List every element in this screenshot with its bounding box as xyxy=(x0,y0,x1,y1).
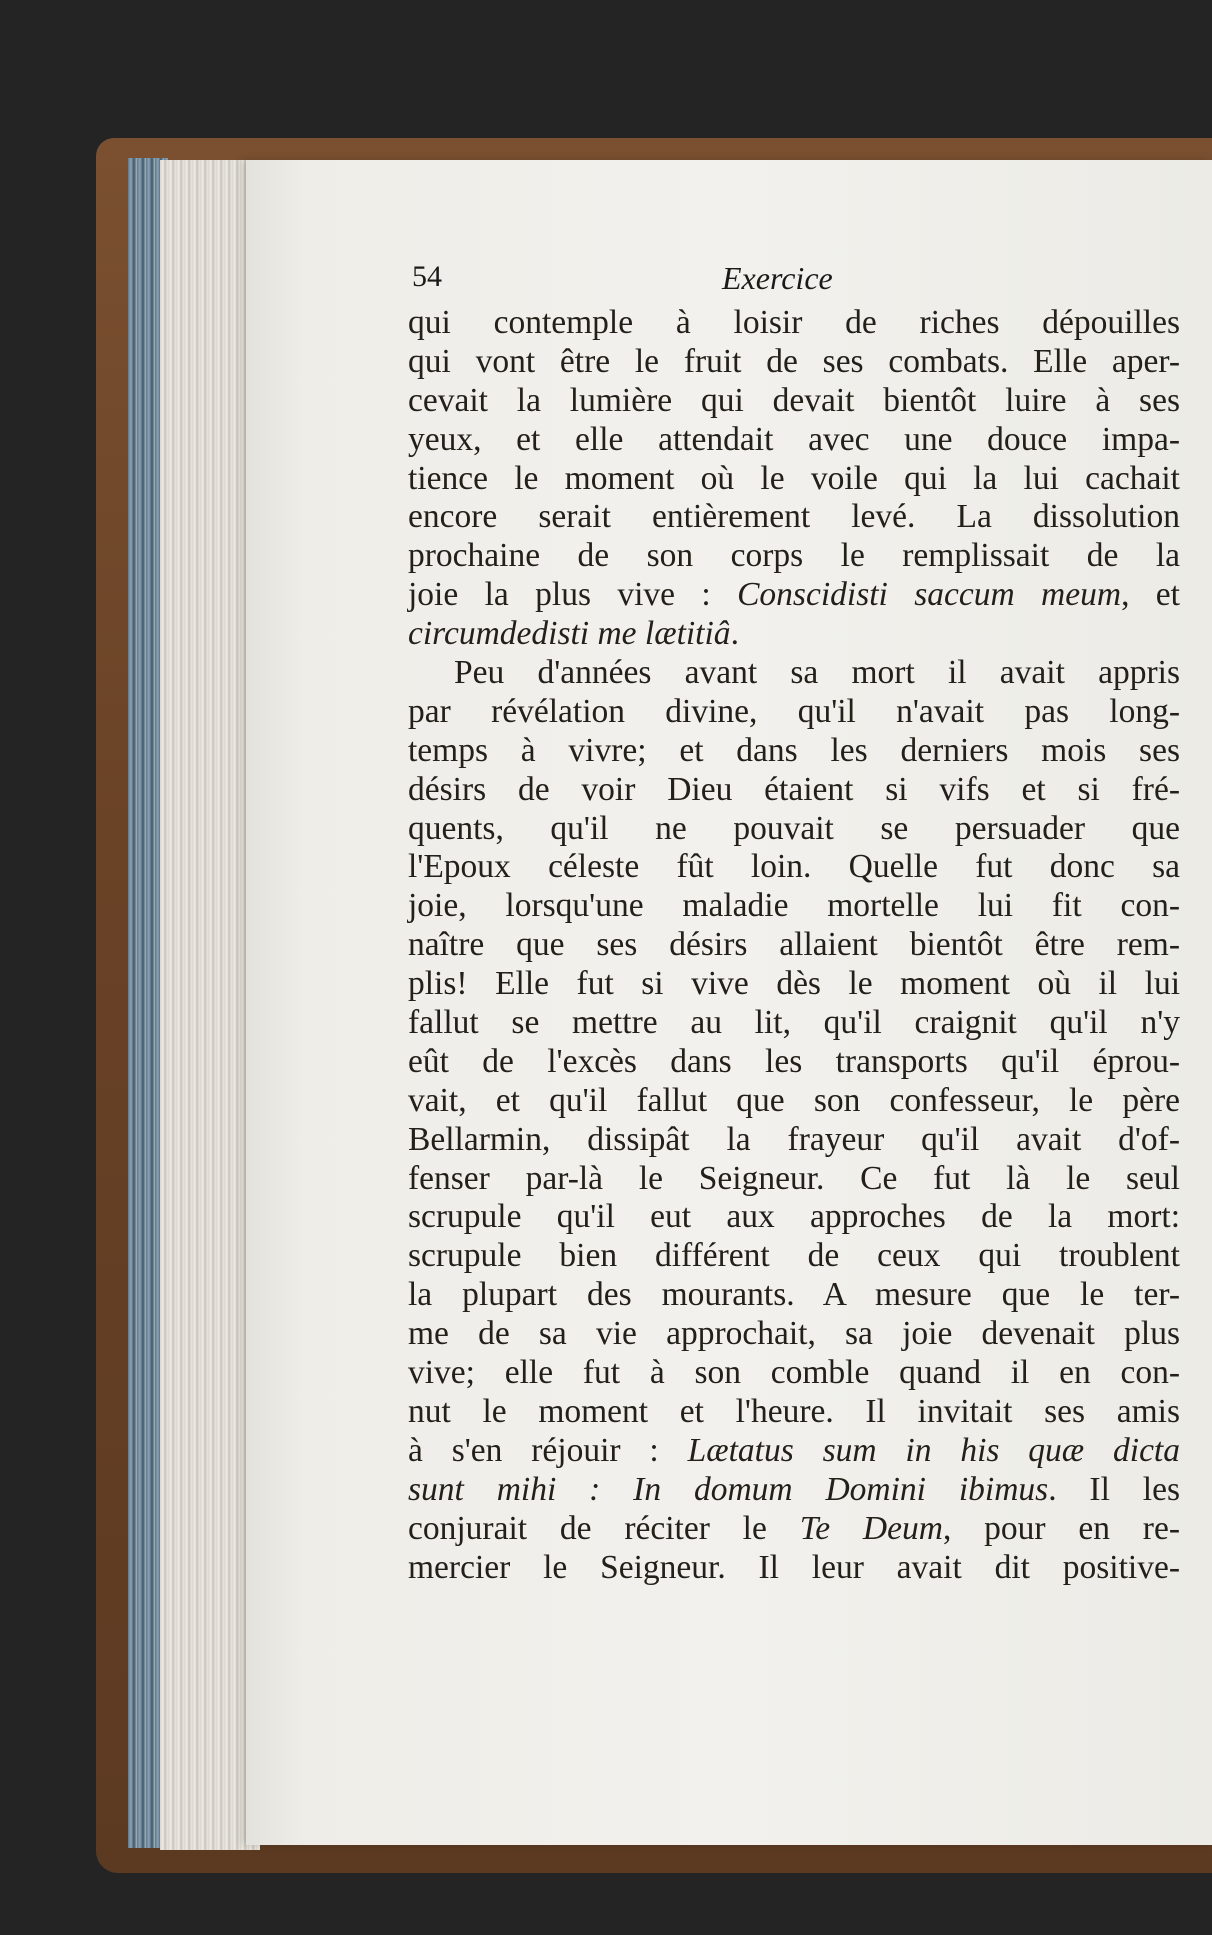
text-line: l'Epoux céleste fût loin. Quelle fut donc sa xyxy=(408,848,1180,886)
text-line xyxy=(408,1471,1180,1510)
text-line: joie, lorsqu'une maladie mortelle lui fit con- xyxy=(408,887,1180,925)
text-line: par révélation divine, qu'il n'avait pas long- xyxy=(408,692,1180,730)
text-line: Bellarmin, dissipât la frayeur qu'il avait d'of- xyxy=(408,1120,1180,1158)
body-text xyxy=(408,304,1180,1587)
text-line: fenser par-là le Seigneur. Ce fut là le seul xyxy=(408,1159,1180,1197)
text-line: la plupart des mourants. A mesure que le ter- xyxy=(408,1276,1180,1314)
text-line xyxy=(408,615,1180,654)
italic-latin-quote: Conscidisti saccum meum xyxy=(737,576,1122,614)
text-line: cevait la lumière qui devait bientôt luire à ses xyxy=(408,381,1180,419)
text-line: tience le moment où le voile qui la lui cachait xyxy=(408,459,1180,497)
roman-text: . xyxy=(730,615,739,653)
text-line: désirs de voir Dieu étaient si vifs et si fré- xyxy=(408,770,1180,808)
text-line: temps à vivre; et dans les derniers mois ses xyxy=(408,731,1180,769)
text-line xyxy=(408,1432,1180,1471)
page-stack-edges xyxy=(160,160,260,1850)
text-line: Peu d'années avant sa mort il avait appris xyxy=(454,654,1180,692)
text-line: mercier le Seigneur. Il leur avait dit positive- xyxy=(408,1548,1180,1586)
roman-text: conjurait de réciter le xyxy=(408,1509,800,1547)
text-line: qui vont être le fruit de ses combats. Elle aper- xyxy=(408,342,1180,380)
running-head: Exercice xyxy=(722,260,833,296)
text-line: qui contemple à loisir de riches dépouilles xyxy=(408,304,1180,341)
text-line: naître que ses désirs allaient bientôt être rem- xyxy=(408,926,1180,964)
italic-latin-quote: circumdedisti me lætitiâ xyxy=(408,615,731,653)
text-line: plis! Elle fut si vive dès le moment où il lui xyxy=(408,965,1180,1003)
text-line xyxy=(408,1510,1180,1549)
text-line: fallut se mettre au lit, qu'il craignit qu'il n'y xyxy=(408,1004,1180,1042)
roman-text: , et xyxy=(1121,576,1180,614)
roman-text: joie la plus vive : xyxy=(408,576,738,614)
roman-text: . Il les xyxy=(1048,1470,1180,1508)
text-line: yeux, et elle attendait avec une douce impa- xyxy=(408,420,1180,458)
text-line: vait, et qu'il fallut que son confesseur, le père xyxy=(408,1081,1180,1119)
italic-latin-quote: Te Deum xyxy=(799,1509,943,1547)
text-line: me de sa vie approchait, sa joie devenait plus xyxy=(408,1315,1180,1353)
text-line: vive; elle fut à son comble quand il en con- xyxy=(408,1354,1180,1392)
roman-text: , pour en re- xyxy=(942,1509,1180,1547)
text-line: eût de l'excès dans les transports qu'il éprou- xyxy=(408,1042,1180,1080)
italic-latin-quote: sunt mihi : In domum Domini ibimus xyxy=(408,1470,1049,1508)
text-line: encore serait entièrement levé. La dissolution xyxy=(408,498,1180,536)
roman-text: à s'en réjouir : xyxy=(408,1431,688,1469)
text-line: nut le moment et l'heure. Il invitait ses amis xyxy=(408,1392,1180,1430)
text-line: scrupule bien différent de ceux qui troublent xyxy=(408,1237,1180,1275)
page-number: 54 xyxy=(412,260,442,293)
text-line xyxy=(408,576,1180,615)
text-line: scrupule qu'il eut aux approches de la mort: xyxy=(408,1198,1180,1236)
page-header xyxy=(412,260,1172,302)
text-line: prochaine de son corps le remplissait de la xyxy=(408,537,1180,575)
italic-latin-quote: Lætatus sum in his quæ dicta xyxy=(687,1431,1180,1469)
text-line: quents, qu'il ne pouvait se persuader que xyxy=(408,809,1180,847)
